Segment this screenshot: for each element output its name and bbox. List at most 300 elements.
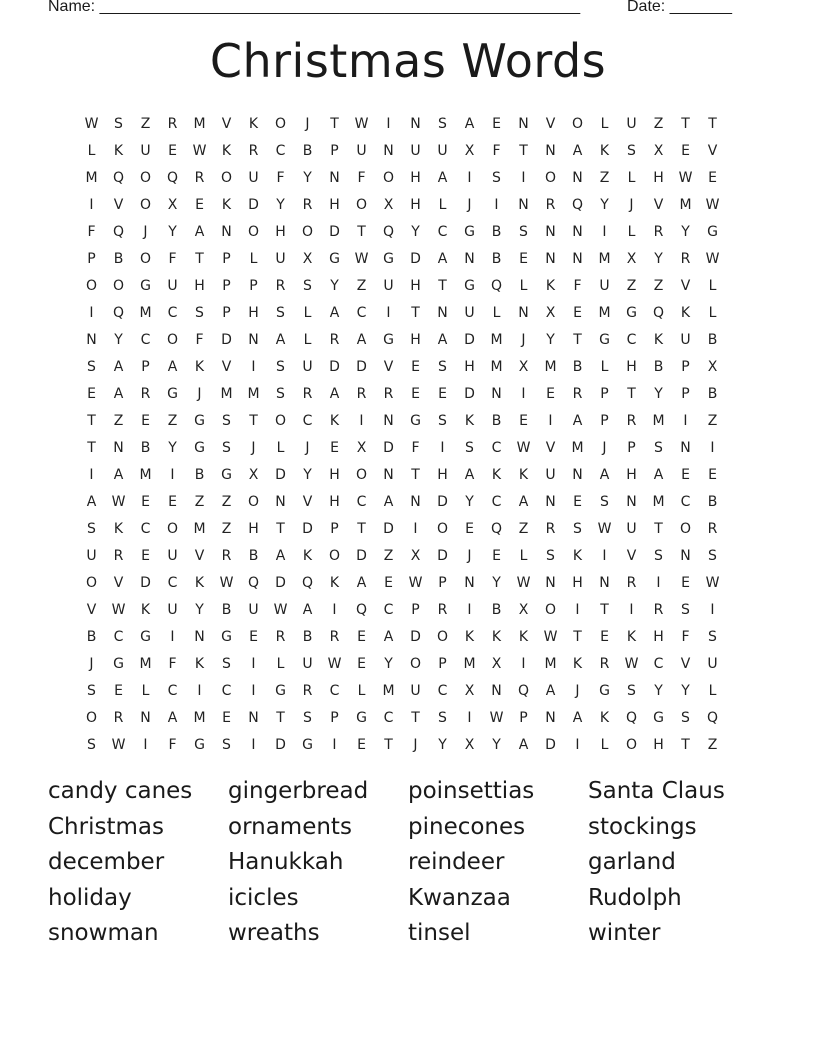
grid-letter[interactable]: N — [518, 196, 529, 213]
grid-letter[interactable]: R — [437, 601, 448, 618]
grid-letter[interactable]: U — [248, 601, 259, 618]
grid-letter[interactable]: C — [302, 412, 313, 429]
grid-letter[interactable]: N — [599, 574, 610, 591]
grid-letter[interactable]: B — [113, 250, 124, 267]
grid-letter[interactable]: D — [329, 358, 340, 375]
grid-letter[interactable]: P — [330, 520, 339, 537]
grid-letter[interactable]: F — [573, 277, 582, 294]
grid-letter[interactable]: W — [327, 655, 342, 672]
grid-letter[interactable]: K — [302, 547, 313, 564]
grid-letter[interactable]: D — [221, 331, 232, 348]
grid-letter[interactable]: E — [249, 628, 258, 645]
grid-letter[interactable]: I — [656, 574, 661, 591]
grid-letter[interactable]: U — [410, 682, 421, 699]
grid-letter[interactable]: Z — [626, 277, 637, 294]
grid-letter[interactable]: J — [89, 655, 94, 672]
grid-letter[interactable]: V — [221, 358, 232, 375]
grid-letter[interactable]: T — [573, 331, 582, 348]
grid-letter[interactable]: S — [438, 358, 447, 375]
grid-letter[interactable]: A — [356, 574, 367, 591]
grid-letter[interactable]: L — [708, 304, 717, 321]
grid-letter[interactable]: L — [303, 331, 312, 348]
grid-letter[interactable]: T — [384, 736, 393, 753]
grid-letter[interactable]: W — [111, 736, 126, 753]
grid-letter[interactable]: P — [87, 250, 96, 267]
grid-letter[interactable]: I — [467, 169, 472, 186]
grid-letter[interactable]: H — [248, 304, 259, 321]
grid-letter[interactable]: O — [625, 736, 638, 753]
grid-letter[interactable]: Z — [599, 169, 610, 186]
grid-letter[interactable]: A — [545, 682, 556, 699]
grid-letter[interactable]: L — [627, 223, 636, 240]
grid-letter[interactable]: A — [383, 493, 394, 510]
grid-letter[interactable]: H — [437, 466, 448, 483]
grid-letter[interactable]: R — [329, 628, 340, 645]
grid-letter[interactable]: N — [248, 709, 259, 726]
grid-letter[interactable]: E — [141, 547, 150, 564]
grid-letter[interactable]: S — [222, 736, 231, 753]
grid-letter[interactable]: X — [491, 655, 502, 672]
grid-letter[interactable]: D — [275, 466, 286, 483]
grid-letter[interactable]: E — [195, 196, 204, 213]
grid-letter[interactable]: M — [139, 304, 152, 321]
grid-letter[interactable]: B — [302, 628, 313, 645]
grid-letter[interactable]: O — [274, 412, 287, 429]
grid-letter[interactable]: S — [438, 412, 447, 429]
grid-letter[interactable]: X — [518, 601, 529, 618]
grid-letter[interactable]: G — [194, 412, 205, 429]
grid-letter[interactable]: S — [627, 682, 636, 699]
grid-letter[interactable]: I — [89, 304, 94, 321]
grid-letter[interactable]: H — [329, 196, 340, 213]
grid-letter[interactable]: B — [86, 628, 97, 645]
grid-letter[interactable]: S — [465, 439, 474, 456]
grid-letter[interactable]: O — [139, 250, 152, 267]
grid-letter[interactable]: M — [193, 520, 206, 537]
grid-letter[interactable]: P — [141, 358, 150, 375]
grid-letter[interactable]: P — [438, 574, 447, 591]
grid-letter[interactable]: W — [516, 574, 531, 591]
grid-letter[interactable]: M — [193, 709, 206, 726]
grid-letter[interactable]: W — [354, 115, 369, 132]
grid-letter[interactable]: N — [572, 250, 583, 267]
grid-letter[interactable]: W — [273, 601, 288, 618]
grid-letter[interactable]: A — [464, 115, 475, 132]
grid-letter[interactable]: I — [251, 358, 256, 375]
grid-letter[interactable]: A — [113, 466, 124, 483]
grid-letter[interactable]: O — [355, 466, 368, 483]
grid-letter[interactable]: N — [518, 304, 529, 321]
grid-letter[interactable]: B — [491, 601, 502, 618]
grid-letter[interactable]: Y — [303, 466, 312, 483]
grid-letter[interactable]: G — [194, 439, 205, 456]
grid-letter[interactable]: M — [382, 682, 395, 699]
grid-letter[interactable]: O — [328, 547, 341, 564]
grid-letter[interactable]: H — [329, 466, 340, 483]
grid-letter[interactable]: Y — [600, 196, 609, 213]
grid-letter[interactable]: N — [491, 682, 502, 699]
grid-letter[interactable]: N — [680, 439, 691, 456]
grid-letter[interactable]: H — [410, 196, 421, 213]
grid-letter[interactable]: E — [600, 628, 609, 645]
grid-letter[interactable]: O — [436, 520, 449, 537]
grid-letter[interactable]: R — [275, 277, 286, 294]
grid-letter[interactable]: X — [248, 466, 259, 483]
name-field[interactable]: Name: ______________________________________________________ — [48, 0, 581, 15]
grid-letter[interactable]: I — [602, 547, 607, 564]
grid-letter[interactable]: X — [383, 196, 394, 213]
grid-letter[interactable]: T — [411, 466, 420, 483]
grid-letter[interactable]: E — [141, 493, 150, 510]
grid-letter[interactable]: G — [410, 412, 421, 429]
grid-letter[interactable]: S — [654, 439, 663, 456]
grid-letter[interactable]: T — [330, 115, 339, 132]
grid-letter[interactable]: M — [193, 115, 206, 132]
grid-letter[interactable]: J — [521, 331, 526, 348]
grid-letter[interactable]: B — [707, 493, 718, 510]
grid-letter[interactable]: Q — [112, 169, 125, 186]
grid-letter[interactable]: N — [518, 115, 529, 132]
grid-letter[interactable]: O — [355, 196, 368, 213]
grid-letter[interactable]: H — [410, 169, 421, 186]
grid-letter[interactable]: B — [491, 412, 502, 429]
grid-letter[interactable]: U — [167, 547, 178, 564]
grid-letter[interactable]: M — [679, 196, 692, 213]
grid-letter[interactable]: D — [275, 574, 286, 591]
grid-letter[interactable]: M — [463, 655, 476, 672]
grid-letter[interactable]: R — [707, 520, 718, 537]
grid-letter[interactable]: S — [573, 520, 582, 537]
grid-letter[interactable]: U — [680, 331, 691, 348]
grid-letter[interactable]: N — [626, 493, 637, 510]
grid-letter[interactable]: S — [438, 709, 447, 726]
grid-letter[interactable]: N — [140, 709, 151, 726]
grid-letter[interactable]: Q — [301, 574, 314, 591]
grid-letter[interactable]: I — [521, 385, 526, 402]
grid-letter[interactable]: J — [197, 385, 202, 402]
grid-letter[interactable]: V — [221, 115, 232, 132]
grid-letter[interactable]: E — [465, 520, 474, 537]
grid-letter[interactable]: W — [192, 142, 207, 159]
grid-letter[interactable]: N — [113, 439, 124, 456]
grid-letter[interactable]: O — [220, 169, 233, 186]
grid-letter[interactable]: S — [303, 277, 312, 294]
grid-letter[interactable]: A — [194, 223, 205, 240]
grid-letter[interactable]: I — [332, 601, 337, 618]
grid-letter[interactable]: N — [545, 250, 556, 267]
grid-letter[interactable]: K — [113, 142, 124, 159]
grid-letter[interactable]: D — [383, 439, 394, 456]
grid-letter[interactable]: S — [195, 304, 204, 321]
grid-letter[interactable]: W — [516, 439, 531, 456]
grid-letter[interactable]: N — [545, 709, 556, 726]
grid-letter[interactable]: T — [681, 736, 690, 753]
grid-letter[interactable]: V — [707, 142, 718, 159]
grid-letter[interactable]: Z — [221, 493, 232, 510]
grid-letter[interactable]: T — [519, 142, 528, 159]
grid-letter[interactable]: S — [438, 115, 447, 132]
grid-letter[interactable]: X — [464, 142, 475, 159]
grid-letter[interactable]: D — [464, 385, 475, 402]
grid-letter[interactable]: L — [600, 736, 609, 753]
grid-letter[interactable]: O — [166, 520, 179, 537]
grid-letter[interactable]: N — [545, 142, 556, 159]
grid-letter[interactable]: N — [680, 547, 691, 564]
grid-letter[interactable]: R — [221, 547, 232, 564]
grid-letter[interactable]: U — [464, 304, 475, 321]
grid-letter[interactable]: H — [653, 628, 664, 645]
grid-letter[interactable]: Y — [465, 493, 474, 510]
grid-letter[interactable]: C — [680, 493, 691, 510]
grid-letter[interactable]: C — [437, 223, 448, 240]
grid-letter[interactable]: G — [221, 466, 232, 483]
grid-letter[interactable]: R — [275, 628, 286, 645]
grid-letter[interactable]: R — [167, 115, 178, 132]
grid-letter[interactable]: S — [87, 520, 96, 537]
grid-letter[interactable]: V — [545, 115, 556, 132]
grid-letter[interactable]: S — [114, 115, 123, 132]
grid-letter[interactable]: K — [194, 655, 205, 672]
grid-letter[interactable]: C — [275, 142, 286, 159]
grid-letter[interactable]: H — [626, 466, 637, 483]
grid-letter[interactable]: Z — [221, 520, 232, 537]
grid-letter[interactable]: E — [357, 628, 366, 645]
grid-letter[interactable]: P — [222, 277, 231, 294]
grid-letter[interactable]: W — [489, 709, 504, 726]
grid-letter[interactable]: Q — [112, 304, 125, 321]
grid-letter[interactable]: B — [221, 601, 232, 618]
grid-letter[interactable]: R — [572, 385, 583, 402]
grid-letter[interactable]: M — [139, 655, 152, 672]
grid-letter[interactable]: S — [519, 223, 528, 240]
grid-letter[interactable]: U — [302, 358, 313, 375]
grid-letter[interactable]: I — [575, 736, 580, 753]
grid-letter[interactable]: M — [544, 358, 557, 375]
grid-letter[interactable]: C — [626, 331, 637, 348]
grid-letter[interactable]: M — [571, 439, 584, 456]
grid-letter[interactable]: O — [139, 196, 152, 213]
grid-letter[interactable]: R — [248, 142, 259, 159]
grid-letter[interactable]: G — [464, 277, 475, 294]
grid-letter[interactable]: T — [411, 709, 420, 726]
grid-letter[interactable]: B — [140, 439, 151, 456]
grid-letter[interactable]: X — [410, 547, 421, 564]
grid-letter[interactable]: Y — [654, 682, 663, 699]
grid-letter[interactable]: E — [546, 385, 555, 402]
grid-letter[interactable]: Y — [681, 682, 690, 699]
grid-letter[interactable]: N — [86, 331, 97, 348]
grid-letter[interactable]: J — [467, 196, 472, 213]
grid-letter[interactable]: U — [302, 655, 313, 672]
grid-letter[interactable]: A — [572, 142, 583, 159]
grid-letter[interactable]: J — [413, 736, 418, 753]
grid-letter[interactable]: I — [197, 682, 202, 699]
grid-letter[interactable]: U — [383, 277, 394, 294]
grid-letter[interactable]: T — [708, 115, 717, 132]
grid-letter[interactable]: T — [411, 304, 420, 321]
grid-letter[interactable]: K — [464, 412, 475, 429]
grid-letter[interactable]: G — [599, 682, 610, 699]
grid-letter[interactable]: S — [276, 304, 285, 321]
grid-letter[interactable]: T — [87, 412, 96, 429]
grid-letter[interactable]: Q — [625, 709, 638, 726]
grid-letter[interactable]: O — [436, 628, 449, 645]
grid-letter[interactable]: J — [251, 439, 256, 456]
grid-letter[interactable]: P — [519, 709, 528, 726]
grid-letter[interactable]: A — [113, 385, 124, 402]
grid-letter[interactable]: F — [168, 736, 177, 753]
grid-letter[interactable]: X — [545, 304, 556, 321]
grid-letter[interactable]: V — [113, 196, 124, 213]
grid-letter[interactable]: W — [705, 196, 720, 213]
grid-letter[interactable]: S — [87, 358, 96, 375]
grid-letter[interactable]: C — [491, 439, 502, 456]
grid-letter[interactable]: N — [545, 223, 556, 240]
grid-letter[interactable]: W — [678, 169, 693, 186]
grid-letter[interactable]: O — [247, 223, 260, 240]
grid-letter[interactable]: V — [653, 196, 664, 213]
grid-letter[interactable]: J — [467, 547, 472, 564]
grid-letter[interactable]: U — [437, 142, 448, 159]
grid-letter[interactable]: S — [708, 628, 717, 645]
grid-letter[interactable]: Q — [571, 196, 584, 213]
grid-letter[interactable]: F — [681, 628, 690, 645]
grid-letter[interactable]: A — [653, 466, 664, 483]
grid-letter[interactable]: M — [544, 655, 557, 672]
grid-letter[interactable]: Z — [653, 115, 664, 132]
grid-letter[interactable]: R — [356, 385, 367, 402]
grid-letter[interactable]: D — [356, 547, 367, 564]
grid-letter[interactable]: F — [168, 250, 177, 267]
grid-letter[interactable]: L — [249, 250, 258, 267]
grid-letter[interactable]: U — [626, 115, 637, 132]
grid-letter[interactable]: Y — [195, 601, 204, 618]
grid-letter[interactable]: X — [167, 196, 178, 213]
grid-letter[interactable]: Y — [276, 196, 285, 213]
grid-letter[interactable]: X — [626, 250, 637, 267]
grid-letter[interactable]: T — [87, 439, 96, 456]
grid-letter[interactable]: A — [167, 709, 178, 726]
grid-letter[interactable]: Q — [517, 682, 530, 699]
grid-letter[interactable]: K — [518, 466, 529, 483]
grid-letter[interactable]: Y — [681, 223, 690, 240]
grid-letter[interactable]: V — [680, 277, 691, 294]
grid-letter[interactable]: R — [680, 250, 691, 267]
grid-letter[interactable]: L — [600, 115, 609, 132]
grid-letter[interactable]: N — [410, 493, 421, 510]
grid-letter[interactable]: N — [383, 466, 394, 483]
grid-letter[interactable]: G — [194, 736, 205, 753]
grid-letter[interactable]: G — [302, 736, 313, 753]
grid-letter[interactable]: N — [572, 169, 583, 186]
grid-letter[interactable]: D — [302, 520, 313, 537]
grid-letter[interactable]: G — [329, 250, 340, 267]
grid-letter[interactable]: Y — [168, 223, 177, 240]
grid-letter[interactable]: P — [681, 358, 690, 375]
grid-letter[interactable]: E — [114, 682, 123, 699]
grid-letter[interactable]: Y — [546, 331, 555, 348]
grid-letter[interactable]: L — [519, 277, 528, 294]
grid-letter[interactable]: E — [411, 385, 420, 402]
grid-letter[interactable]: V — [194, 547, 205, 564]
grid-letter[interactable]: K — [140, 601, 151, 618]
grid-letter[interactable]: N — [248, 331, 259, 348]
grid-letter[interactable]: Z — [140, 115, 151, 132]
grid-letter[interactable]: E — [330, 439, 339, 456]
grid-letter[interactable]: N — [221, 223, 232, 240]
grid-letter[interactable]: H — [572, 574, 583, 591]
grid-letter[interactable]: H — [626, 358, 637, 375]
grid-letter[interactable]: R — [329, 331, 340, 348]
grid-letter[interactable]: D — [464, 331, 475, 348]
grid-letter[interactable]: E — [168, 142, 177, 159]
grid-letter[interactable]: P — [600, 385, 609, 402]
grid-letter[interactable]: U — [626, 520, 637, 537]
grid-letter[interactable]: B — [707, 331, 718, 348]
grid-letter[interactable]: K — [599, 709, 610, 726]
grid-letter[interactable]: D — [383, 520, 394, 537]
grid-letter[interactable]: H — [464, 358, 475, 375]
grid-letter[interactable]: G — [626, 304, 637, 321]
grid-letter[interactable]: P — [600, 412, 609, 429]
grid-letter[interactable]: A — [302, 601, 313, 618]
grid-letter[interactable]: K — [572, 547, 583, 564]
grid-letter[interactable]: H — [275, 223, 286, 240]
grid-letter[interactable]: C — [167, 574, 178, 591]
grid-letter[interactable]: L — [708, 277, 717, 294]
grid-letter[interactable]: P — [411, 601, 420, 618]
grid-letter[interactable]: M — [220, 385, 233, 402]
grid-letter[interactable]: A — [86, 493, 97, 510]
grid-letter[interactable]: R — [626, 412, 637, 429]
grid-letter[interactable]: A — [437, 331, 448, 348]
grid-letter[interactable]: O — [274, 115, 287, 132]
grid-letter[interactable]: X — [356, 439, 367, 456]
grid-letter[interactable]: B — [194, 466, 205, 483]
grid-letter[interactable]: C — [329, 682, 340, 699]
grid-letter[interactable]: Z — [356, 277, 367, 294]
grid-letter[interactable]: Z — [518, 520, 529, 537]
grid-letter[interactable]: A — [275, 547, 286, 564]
grid-letter[interactable]: O — [139, 169, 152, 186]
grid-letter[interactable]: G — [167, 385, 178, 402]
grid-letter[interactable]: T — [600, 601, 609, 618]
grid-letter[interactable]: B — [572, 358, 583, 375]
grid-letter[interactable]: Y — [492, 574, 501, 591]
grid-letter[interactable]: X — [464, 736, 475, 753]
grid-letter[interactable]: I — [89, 196, 94, 213]
grid-letter[interactable]: K — [599, 142, 610, 159]
grid-letter[interactable]: Z — [707, 736, 718, 753]
grid-letter[interactable]: S — [222, 412, 231, 429]
grid-letter[interactable]: S — [276, 358, 285, 375]
grid-letter[interactable]: P — [249, 277, 258, 294]
grid-letter[interactable]: K — [113, 520, 124, 537]
grid-letter[interactable]: Q — [355, 601, 368, 618]
grid-letter[interactable]: U — [167, 277, 178, 294]
grid-letter[interactable]: G — [599, 331, 610, 348]
grid-letter[interactable]: E — [681, 574, 690, 591]
grid-letter[interactable]: V — [626, 547, 637, 564]
grid-letter[interactable]: R — [302, 196, 313, 213]
grid-letter[interactable]: H — [194, 277, 205, 294]
grid-letter[interactable]: K — [194, 358, 205, 375]
grid-letter[interactable]: E — [357, 655, 366, 672]
grid-letter[interactable]: V — [545, 439, 556, 456]
grid-letter[interactable]: L — [600, 358, 609, 375]
grid-letter[interactable]: O — [301, 223, 314, 240]
grid-letter[interactable]: N — [464, 574, 475, 591]
